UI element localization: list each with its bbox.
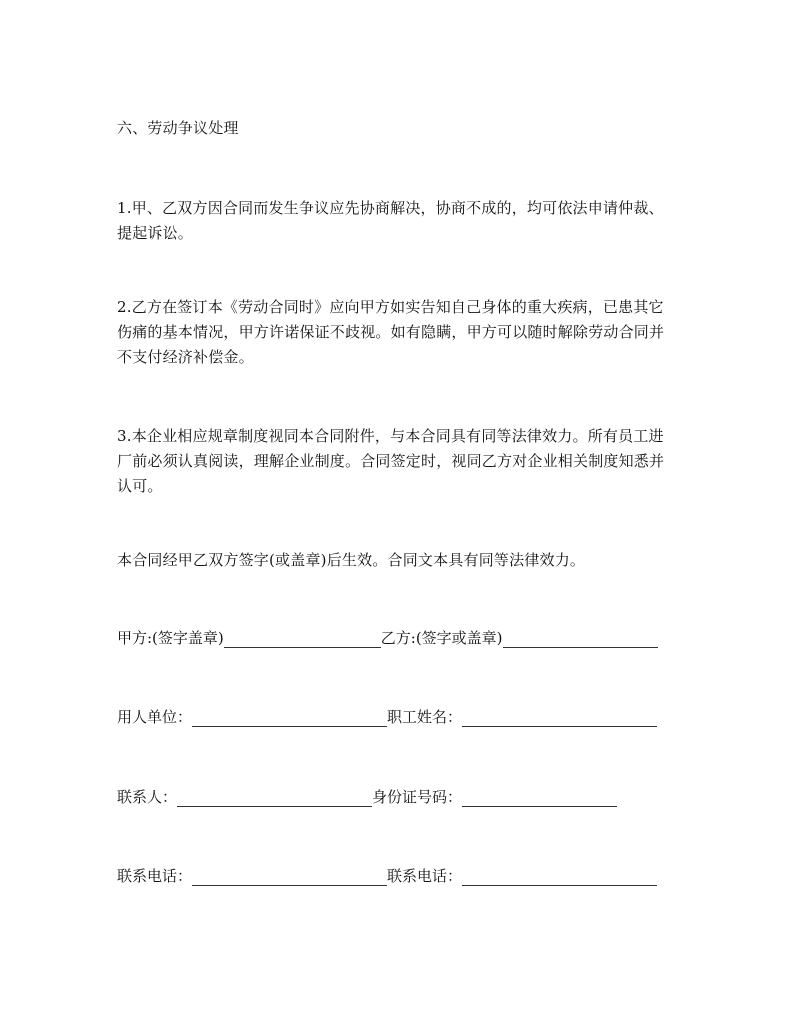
id-number-line[interactable] (462, 791, 617, 807)
party-b-signature-line[interactable] (503, 632, 658, 648)
id-number-label: 身份证号码： (372, 788, 463, 806)
clause-3-line-2: 厂前必须认真阅读，理解企业制度。合同签定时，视同乙方对企业相关制度知悉并 (117, 452, 665, 470)
clause-2-line-3: 不支付经济补偿金。 (117, 348, 254, 366)
phone-a-label: 联系电话： (117, 867, 193, 885)
clause-1-line-1: 1.甲、乙双方因合同而发生争议应先协商解决，协商不成的，均可依法申请仲裁、 (117, 199, 664, 217)
effect-statement: 本合同经甲乙双方签字(或盖章)后生效。合同文本具有同等法律效力。 (117, 551, 586, 569)
employee-name-line[interactable] (462, 711, 657, 727)
clause-3-line-1: 3.本企业相应规章制度视同本合同附件，与本合同具有同等法律效力。所有员工进 (117, 427, 664, 445)
phone-a-line[interactable] (192, 870, 387, 886)
clause-3-line-3: 认可。 (117, 477, 163, 495)
clause-1-line-2: 提起诉讼。 (117, 224, 194, 242)
phone-b-label: 联系电话： (387, 867, 463, 885)
party-a-signature-line[interactable] (224, 632, 381, 648)
contact-person-line[interactable] (177, 791, 372, 807)
signature-row-names (117, 707, 657, 727)
party-a-label: 甲方:(签字盖章) (117, 629, 224, 647)
signature-row-parties (117, 628, 658, 648)
contact-person-label: 联系人： (117, 788, 178, 806)
section-title: 六、劳动争议处理 (117, 119, 239, 137)
clause-2-line-1: 2.乙方在签订本《劳动合同时》应向甲方如实告知自己身体的重大疾病，已患其它 (117, 298, 664, 316)
phone-b-line[interactable] (462, 870, 657, 886)
clause-2-line-2: 伤痛的基本情况，甲方许诺保证不歧视。如有隐瞒，甲方可以随时解除劳动合同并 (117, 323, 665, 341)
employer-line[interactable] (192, 711, 387, 727)
signature-row-contact (117, 787, 617, 807)
party-b-label: 乙方:(签字或盖章) (380, 629, 503, 647)
employer-label: 用人单位： (117, 708, 193, 726)
signature-row-phones (117, 866, 657, 886)
employee-name-label: 职工姓名： (387, 708, 463, 726)
